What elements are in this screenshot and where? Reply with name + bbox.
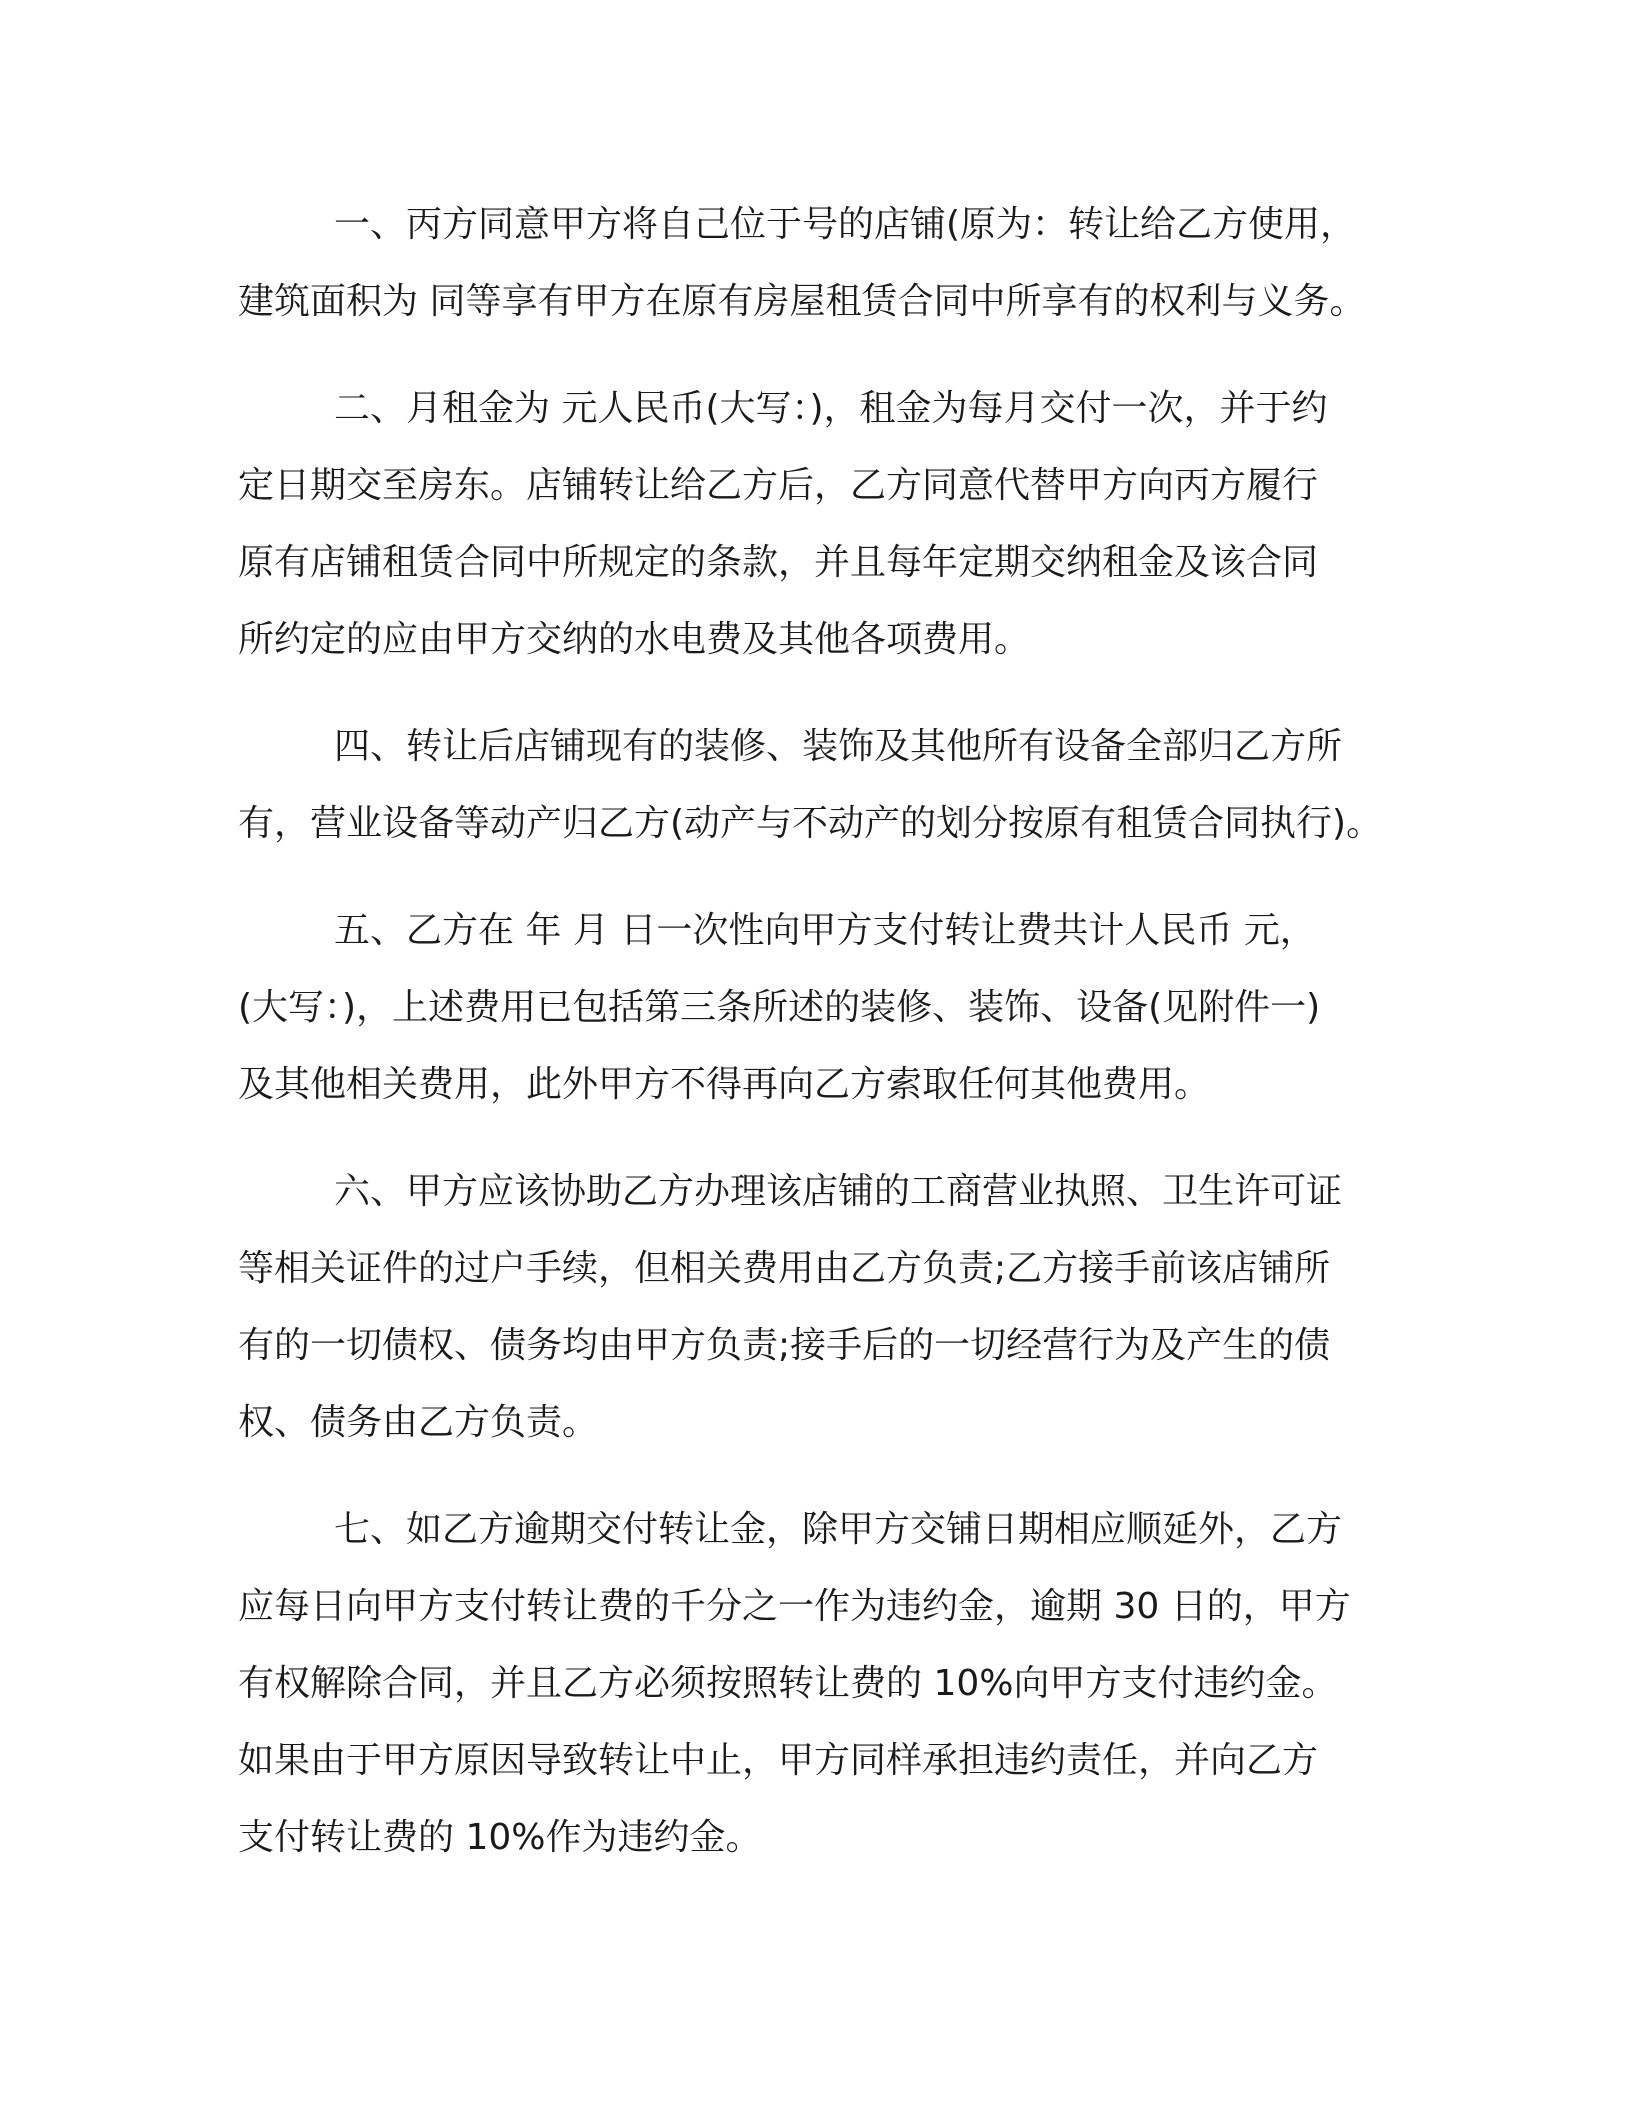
clause-7 [238,1491,1408,1876]
text-line: 定日期交至房东。店铺转让给乙方后，乙方同意代替甲方向丙方履行 [238,465,1319,506]
text-line: 应每日向甲方支付转让费的千分之一作为违约金，逾期 30 日的，甲方 [238,1586,1351,1627]
clause-1 [238,186,1408,340]
text-line: 有，营业设备等动产归乙方(动产与不动产的划分按原有租赁合同执行)。 [238,803,1383,844]
text-line: 建筑面积为 同等享有甲方在原有房屋租赁合同中所享有的权利与义务。 [238,281,1366,322]
text-line: 如果由于甲方原因导致转让中止，甲方同样承担违约责任，并向乙方 [238,1740,1319,1781]
text-line: 五、乙方在 年 月 日一次性向甲方支付转让费共计人民币 元， [334,910,1316,951]
text-line: 二、月租金为 元人民币(大写：)，租金为每月交付一次，并于约 [334,388,1328,429]
clause-5 [238,892,1408,1123]
document-body [238,186,1408,1906]
clause-4 [238,708,1408,862]
text-line: 原有店铺租赁合同中所规定的条款，并且每年定期交纳租金及该合同 [238,542,1319,583]
text-line: 六、甲方应该协助乙方办理该店铺的工商营业执照、卫生许可证 [334,1171,1343,1212]
text-line: 四、转让后店铺现有的装修、装饰及其他所有设备全部归乙方所 [334,726,1343,767]
text-line: (大写：)，上述费用已包括第三条所述的装修、装饰、设备(见附件一) [238,987,1321,1028]
text-line: 有的一切债权、债务均由甲方负责;接手后的一切经营行为及产生的债 [238,1325,1331,1366]
text-line: 所约定的应由甲方交纳的水电费及其他各项费用。 [238,619,1031,660]
text-line: 支付转让费的 10%作为违约金。 [238,1817,762,1858]
text-line: 权、债务由乙方负责。 [238,1402,599,1443]
text-line: 七、如乙方逾期交付转让金，除甲方交铺日期相应顺延外，乙方 [334,1509,1343,1550]
text-line: 及其他相关费用，此外甲方不得再向乙方索取任何其他费用。 [238,1064,1211,1105]
clause-2 [238,370,1408,678]
clause-6 [238,1153,1408,1461]
text-line: 等相关证件的过户手续，但相关费用由乙方负责;乙方接手前该店铺所 [238,1248,1331,1289]
text-line: 有权解除合同，并且乙方必须按照转让费的 10%向甲方支付违约金。 [238,1663,1338,1704]
text-line: 一、丙方同意甲方将自己位于号的店铺(原为：转让给乙方使用， [334,204,1357,245]
